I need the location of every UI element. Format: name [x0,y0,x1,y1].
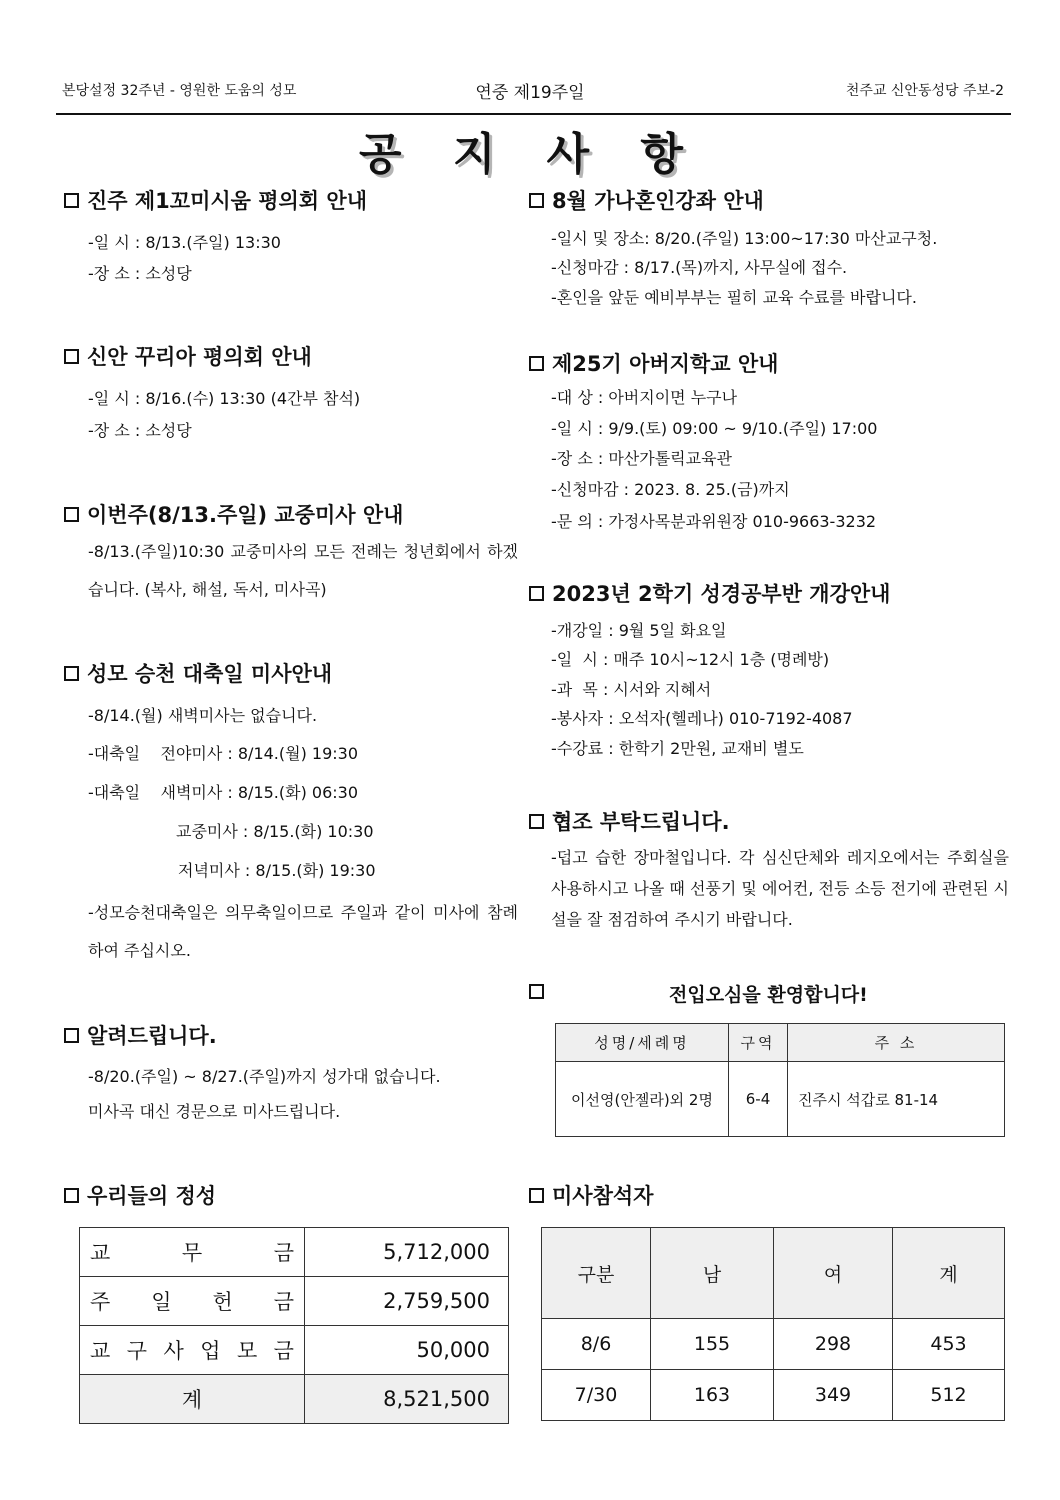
assumption-note: -성모승천대축일은 의무축일이므로 주일과 같이 미사에 참례하여 주십시오. [88,903,518,960]
table-cell: 155 [651,1319,774,1370]
label-char: 교 [90,1339,111,1363]
assumption-line: 저녁미사 : 8/15.(화) 19:30 [178,861,376,880]
offerings-table [79,1227,509,1424]
header-left: 본당설정 32주년 - 영원한 도움의 성모 [62,83,297,99]
checkbox-icon [529,1188,544,1203]
attendance-table [541,1227,1005,1421]
table-cell: 298 [774,1319,893,1370]
label-char: 헌 [212,1290,233,1314]
table-header-cell: 성명/세례명 [556,1024,729,1062]
table-cell: 349 [774,1370,893,1421]
offering-value: 50,000 [305,1326,509,1375]
assumption-line: -8/14.(월) 새벽미사는 없습니다. [88,706,318,725]
welcome-table [555,1023,1005,1137]
table-header-row [542,1228,1005,1319]
section-title-father-school: 제25기 아버지학교 안내 [529,348,778,378]
parish-mass-text: -8/13.(주일)10:30 교중미사의 모든 전례는 청년회에서 하겠습니다. (복사, 해설, 독서, 미사곡) [88,542,518,599]
header-rule [56,113,1011,115]
table-header-cell: 여 [774,1228,893,1319]
notice-line: 미사곡 대신 경문으로 미사드립니다. [88,1102,341,1121]
offering-label-text [90,1286,294,1316]
section-title-comitium: 진주 제1꼬미시움 평의회 안내 [64,185,367,215]
cana-line: -신청마감 : 8/17.(목)까지, 사무실에 접수. [551,258,848,277]
section-title-assumption: 성모 승천 대축일 미사안내 [64,658,332,688]
table-cell: 512 [893,1370,1005,1421]
table-cell: 진주시 석갑로 81-14 [788,1062,1005,1137]
checkbox-icon [64,666,79,681]
table-cell: 7/30 [542,1370,651,1421]
table-header-cell: 구분 [542,1228,651,1319]
assumption-line: -대축일 새벽미사 : 8/15.(화) 06:30 [88,783,359,802]
bible-study-line: -수강료 : 한학기 2만원, 교재비 별도 [551,739,804,758]
assumption-line: 교중미사 : 8/15.(화) 10:30 [176,822,374,841]
table-header-cell: 계 [893,1228,1005,1319]
label-char: 교 [90,1241,111,1265]
curia-place: -장 소 : 소성당 [88,421,192,440]
header-center: 연중 제19주일 [475,83,585,103]
checkbox-icon [529,984,544,999]
table-row [80,1228,509,1277]
header-right: 천주교 신안동성당 주보-2 [845,83,1004,99]
bible-study-line: -과 목 : 시서와 지혜서 [551,680,712,699]
offering-label-text [90,1237,294,1267]
section-title-attendance: 미사참석자 [529,1180,653,1210]
offering-label-text [90,1335,294,1365]
bible-study-line: -봉사자 : 오석자(헬레나) 010-7192-4087 [551,709,853,728]
offering-label [80,1326,305,1375]
table-cell: 6-4 [729,1062,788,1137]
table-header-cell: 남 [651,1228,774,1319]
label-char: 구 [126,1339,148,1363]
checkbox-icon [64,349,79,364]
table-row [556,1062,1005,1137]
father-school-line: -신청마감 : 2023. 8. 25.(금)까지 [551,480,790,499]
checkbox-icon [529,193,544,208]
comitium-place: -장 소 : 소성당 [88,264,192,283]
table-cell: 이선영(안젤라)외 2명 [556,1062,729,1137]
label-char: 무 [181,1241,203,1265]
table-row [80,1277,509,1326]
table-header-row [556,1024,1005,1062]
section-title-notice: 알려드립니다. [64,1020,217,1050]
checkbox-icon [529,814,544,829]
section-title-offerings: 우리들의 정성 [64,1180,216,1210]
bible-study-line: -개강일 : 9월 5일 화요일 [551,621,727,640]
table-row [542,1370,1005,1421]
checkbox-icon [529,356,544,371]
table-row [80,1326,509,1375]
cooperation-text: -덥고 습한 장마철입니다. 각 심신단체와 레지오에서는 주회실을 사용하시고 나올 때 선풍기 및 에어컨, 전등 소등 전기에 관련된 시설을 잘 점검하여 주시기 바랍니다. [551,848,1009,929]
table-cell: 163 [651,1370,774,1421]
label-char: 금 [273,1241,294,1265]
checkbox-icon [529,586,544,601]
label-char: 일 [151,1290,172,1314]
offering-label [80,1228,305,1277]
table-header-cell: 구역 [729,1024,788,1062]
notice-line: -8/20.(주일) ~ 8/27.(주일)까지 성가대 없습니다. [88,1067,441,1086]
section-title-bible-study: 2023년 2학기 성경공부반 개강안내 [529,578,890,608]
label-char: 금 [273,1290,294,1314]
label-char: 업 [200,1339,221,1363]
father-school-line: -일 시 : 9/9.(토) 09:00 ~ 9/10.(주일) 17:00 [551,419,878,438]
label-char: 모 [236,1339,258,1363]
table-cell: 8/6 [542,1319,651,1370]
father-school-line: -장 소 : 마산가톨릭교육관 [551,449,732,468]
section-title-curia: 신안 꾸리아 평의회 안내 [64,341,312,371]
label-char: 사 [163,1339,184,1363]
comitium-date: -일 시 : 8/13.(주일) 13:30 [88,233,281,252]
table-header-cell: 주 소 [788,1024,1005,1062]
section-title-cana: 8월 가나혼인강좌 안내 [529,185,764,215]
label-char: 금 [273,1339,294,1363]
father-school-line: -대 상 : 아버지이면 누구나 [551,388,738,407]
offering-total-label: 계 [80,1375,305,1424]
checkbox-icon [64,1188,79,1203]
offering-total-value: 8,521,500 [305,1375,509,1424]
section-title-welcome: 전입오심을 환영합니다! [529,980,1009,1004]
offering-value: 5,712,000 [305,1228,509,1277]
cana-line: -일시 및 장소: 8/20.(주일) 13:00~17:30 마산교구청. [551,229,938,248]
label-char: 주 [90,1290,111,1314]
table-total-row [80,1375,509,1424]
checkbox-icon [64,1028,79,1043]
offering-label [80,1277,305,1326]
section-title-cooperation: 협조 부탁드립니다. [529,806,730,836]
cana-line: -혼인을 앞둔 예비부부는 필히 교육 수료를 바랍니다. [551,288,917,307]
section-title-parish-mass: 이번주(8/13.주일) 교중미사 안내 [64,499,403,529]
checkbox-icon [64,193,79,208]
offering-value: 2,759,500 [305,1277,509,1326]
table-cell: 453 [893,1319,1005,1370]
bible-study-line: -일 시 : 매주 10시~12시 1층 (명례방) [551,650,830,669]
assumption-line: -대축일 전야미사 : 8/14.(월) 19:30 [88,744,359,763]
father-school-line: -문 의 : 가정사목분과위원장 010-9663-3232 [551,512,877,531]
checkbox-icon [64,507,79,522]
curia-date: -일 시 : 8/16.(수) 13:30 (4간부 참석) [88,389,361,408]
table-row [542,1319,1005,1370]
page-title: 공 지 사 항 [359,129,701,180]
